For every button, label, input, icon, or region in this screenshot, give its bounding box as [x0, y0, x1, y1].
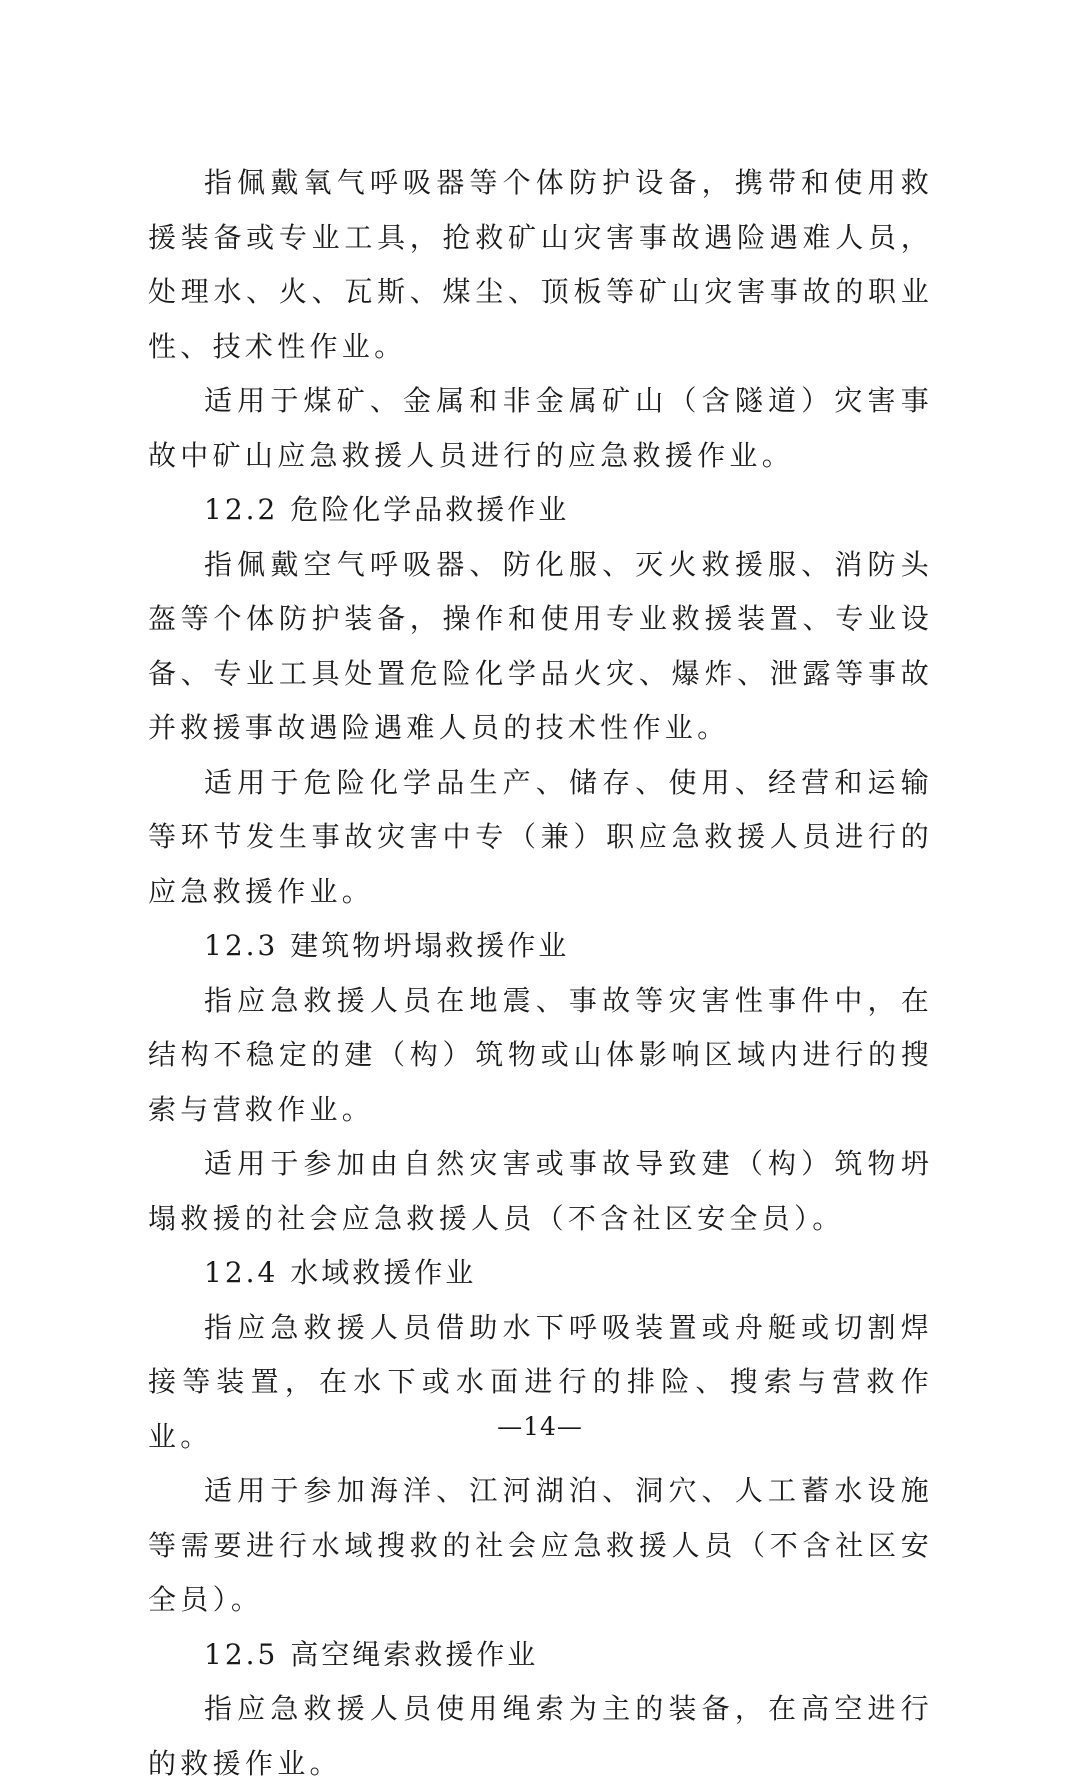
section-heading-12-3: 12.3 建筑物坍塌救援作业 — [204, 929, 570, 962]
paragraph-water-rescue-scope: 适用于参加海洋、江河湖泊、洞穴、人工蓄水设施等需要进行水域搜救的社会应急救援人员（不含社区安全员）。 — [148, 1474, 933, 1616]
paragraph-collapse-rescue-scope: 适用于参加由自然灾害或事故导致建（构）筑物坍塌救援的社会应急救援人员（不含社区安全员）。 — [148, 1147, 933, 1235]
paragraph-collapse-rescue-definition: 指应急救援人员在地震、事故等灾害性事件中，在结构不稳定的建（构）筑物或山体影响区域内进行的搜索与营救作业。 — [148, 983, 933, 1126]
section-heading-12-2: 12.2 危险化学品救援作业 — [204, 493, 570, 526]
document-body — [148, 156, 933, 1791]
paragraph-mine-rescue-definition: 指佩戴氧气呼吸器等个体防护设备，携带和使用救援装备或专业工具，抢救矿山灾害事故遇险遇难人员，处理水、火、瓦斯、煤尘、顶板等矿山灾害事故的职业性、技术性作业。 — [148, 166, 933, 363]
section-heading-12-5: 12.5 高空绳索救援作业 — [204, 1637, 539, 1671]
paragraph-hazchem-rescue-scope: 适用于危险化学品生产、储存、使用、经营和运输等环节发生事故灾害中专（兼）职应急救援人员进行的应急救援作业。 — [148, 765, 933, 908]
page-number: —14— — [497, 1412, 583, 1441]
paragraph-mine-rescue-scope: 适用于煤矿、金属和非金属矿山（含隧道）灾害事故中矿山应急救援人员进行的应急救援作业。 — [148, 384, 933, 472]
paragraph-water-rescue-definition: 指应急救援人员借助水下呼吸装置或舟艇或切割焊接等装置，在水下或水面进行的排险、搜索与营救作业。 — [148, 1310, 933, 1453]
paragraph-hazchem-rescue-definition: 指佩戴空气呼吸器、防化服、灭火救援服、消防头盔等个体防护装备，操作和使用专业救援装置、专业设备、专业工具处置危险化学品火灾、爆炸、泄露等事故并救援事故遇险遇难人员的技术性作业。 — [148, 547, 933, 744]
paragraph-rope-rescue-definition: 指应急救援人员使用绳索为主的装备，在高空进行的救援作业。 — [148, 1692, 933, 1780]
section-heading-12-4: 12.4 水域救援作业 — [204, 1256, 477, 1289]
